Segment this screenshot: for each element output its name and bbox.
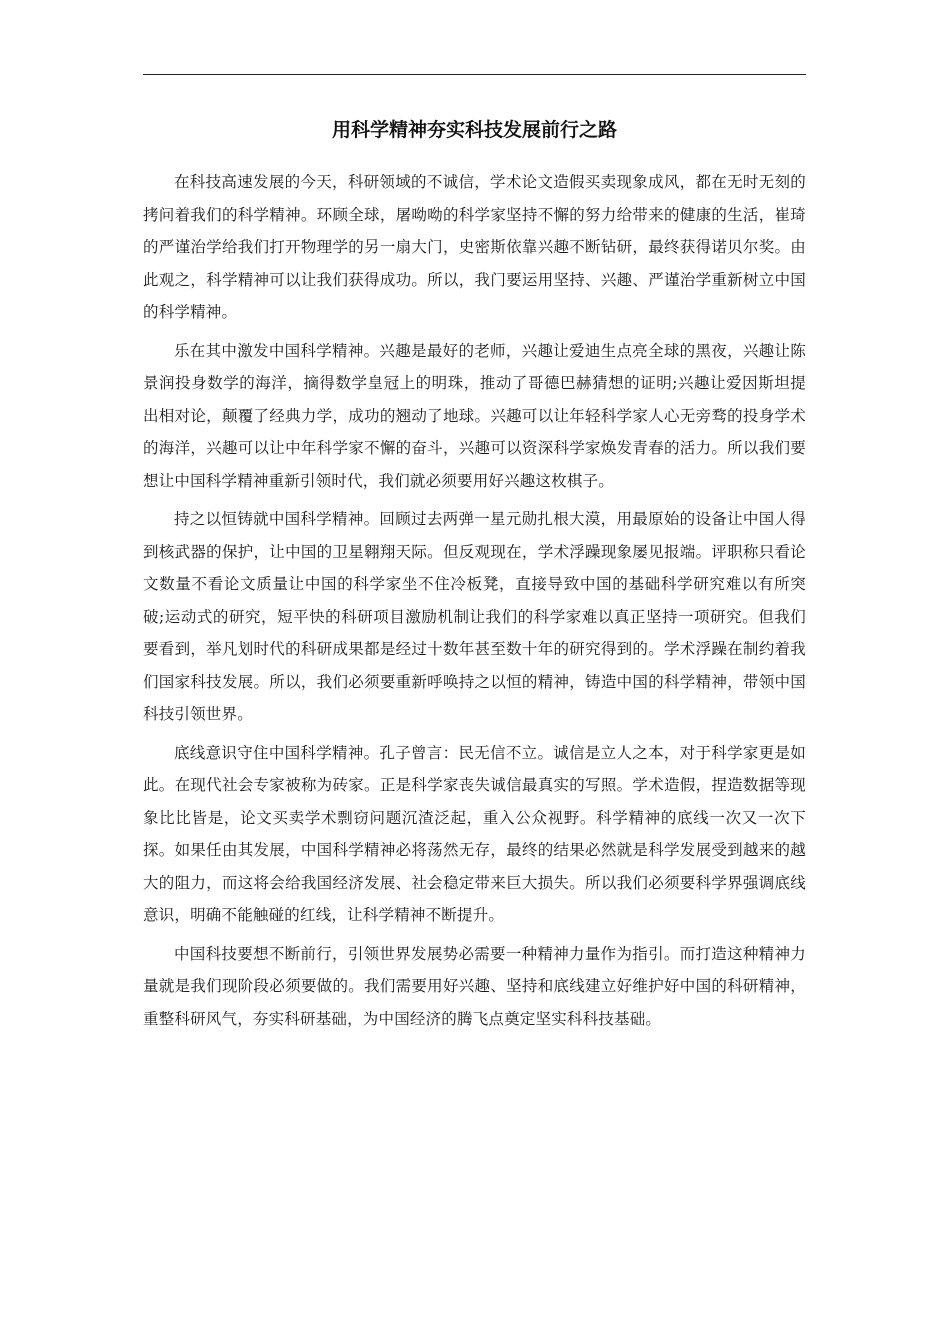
paragraph-bottom-line: 底线意识守住中国科学精神。孔子曾言：民无信不立。诚信是立人之本，对于科学家更是如此。在现代社会专家被称为砖家。正是科学家丧失诚信最真实的写照。学术造假，捏造数据等现象比比皆是，论文买卖学术剽窃问题沉渣泛起，重入公众视野。科学精神的底线一次又一次下探。如果任由其发展，中国科学精神必将荡然无存，最终的结果必然就是科学发展受到越来的越大的阻力，而这将会给我国经济发展、社会稳定带来巨大损失。所以我们必须要科学界强调底线意识，明确不能触碰的红线，让科学精神不断提升。	[143, 743, 806, 924]
document-body	[143, 166, 806, 1041]
header-rule	[143, 74, 806, 75]
paragraph-interest: 乐在其中激发中国科学精神。兴趣是最好的老师，兴趣让爱迪生点亮全球的黑夜，兴趣让陈景润投身数学的海洋，摘得数学皇冠上的明珠，推动了哥德巴赫猜想的证明;兴趣让爱因斯坦提出相对论，颠覆了经典力学，成功的翘动了地球。兴趣可以让年轻科学家人心无旁骛的投身学术的海洋，兴趣可以让中年科学家不懈的奋斗，兴趣可以资深科学家焕发青春的活力。所以我们要想让中国科学精神重新引领时代，我们就必须要用好兴趣这枚棋子。	[143, 341, 806, 490]
paragraph-intro: 在科技高速发展的今天，科研领域的不诚信，学术论文造假买卖现象成风，都在无时无刻的拷问着我们的科学精神。环顾全球，屠呦呦的科学家坚持不懈的努力给带来的健康的生活，崔琦的严谨治学给我们打开物理学的另一扇大门，史密斯依靠兴趣不断钻研，最终获得诺贝尔奖。由此观之，科学精神可以让我们获得成功。所以，我门要运用坚持、兴趣、严谨治学重新树立中国的科学精神。	[143, 173, 806, 321]
paragraph-perseverance: 持之以恒铸就中国科学精神。回顾过去两弹一星元勋扎根大漠，用最原始的设备让中国人得到核武器的保护，让中国的卫星翱翔天际。但反观现在，学术浮躁现象屡见报端。评职称只看论文数量不看论文质量让中国的科学家坐不住冷板凳，直接导致中国的基础科学研究难以有所突破;运动式的研究，短平快的科研项目激励机制让我们的科学家难以真正坚持一项研究。但我们要看到，举凡划时代的科研成果都是经过十数年甚至数十年的研究得到的。学术浮躁在制约着我们国家科技发展。所以，我们必须要重新呼唤持之以恒的精神，铸造中国的科学精神，带领中国科技引领世界。	[143, 510, 806, 723]
paragraph-conclusion: 中国科技要想不断前行，引领世界发展势必需要一种精神力量作为指引。而打造这种精神力量就是我们现阶段必须要做的。我们需要用好兴趣、坚持和底线建立好维护好中国的科研精神，重整科研风气，夯实科研基础，为中国经济的腾飞点奠定坚实科科技基础。	[143, 944, 806, 1028]
document-title: 用科学精神夯实科技发展前行之路	[331, 119, 617, 141]
